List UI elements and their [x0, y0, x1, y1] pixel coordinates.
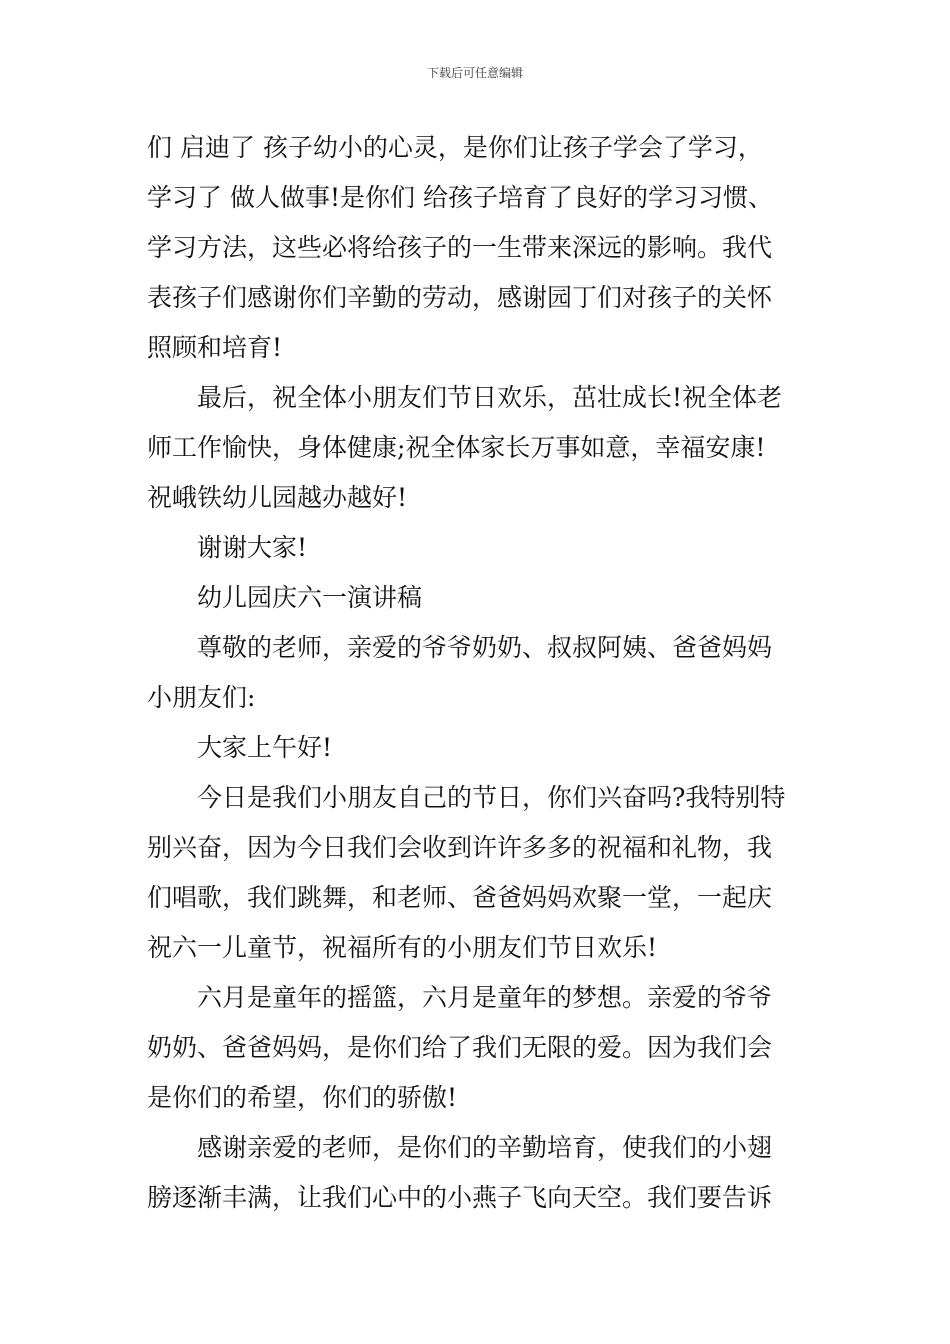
- text-line: 谢谢大家!: [197, 533, 308, 562]
- text-line: 们唱歌，我们跳舞，和老师、爸爸妈妈欢聚一堂，一起庆: [147, 883, 773, 912]
- text-line: 奶奶、爸爸妈妈，是你们给了我们无限的爱。因为我们会: [147, 1033, 773, 1062]
- text-line: 感谢亲爱的老师，是你们的辛勤培育，使我们的小翅: [197, 1133, 773, 1162]
- text-line: 表孩子们感谢你们辛勤的劳动，感谢园丁们对孩子的关怀: [147, 283, 773, 312]
- text-line: 祝峨铁幼儿园越办越好!: [147, 483, 408, 512]
- text-line: 尊敬的老师，亲爱的爷爷奶奶、叔叔阿姨、爸爸妈妈: [197, 633, 773, 662]
- text-line: 小朋友们:: [147, 683, 256, 712]
- text-line: 师工作愉快，身体健康;祝全体家长万事如意，幸福安康!: [147, 433, 766, 462]
- text-line: 们 启迪了 孩子幼小的心灵，是你们让孩子学会了学习，: [147, 133, 763, 162]
- text-line: 是你们的希望，你们的骄傲!: [147, 1083, 458, 1112]
- document-body: [147, 123, 807, 1223]
- text-line: 学习方法，这些必将给孩子的一生带来深远的影响。我代: [147, 233, 773, 262]
- text-line: 大家上午好!: [197, 733, 333, 762]
- text-line: 学习了 做人做事!是你们 给孩子培育了良好的学习习惯、: [147, 183, 773, 212]
- text-line: 最后，祝全体小朋友们节日欢乐，茁壮成长!祝全体老: [197, 383, 783, 412]
- page-header-note: 下载后可任意编辑: [426, 66, 523, 80]
- text-line: 别兴奋，因为今日我们会收到许许多多的祝福和礼物，我: [147, 833, 773, 862]
- text-line: 照顾和培育!: [147, 333, 283, 362]
- text-line: 六月是童年的摇篮，六月是童年的梦想。亲爱的爷爷: [197, 983, 773, 1012]
- text-line: 膀逐渐丰满，让我们心中的小燕子飞向天空。我们要告诉: [147, 1183, 773, 1212]
- text-line: 祝六一儿童节，祝福所有的小朋友们节日欢乐!: [147, 933, 658, 962]
- text-line: 今日是我们小朋友自己的节日，你们兴奋吗?我特别特: [197, 783, 786, 812]
- text-line: 幼儿园庆六一演讲稿: [197, 583, 423, 612]
